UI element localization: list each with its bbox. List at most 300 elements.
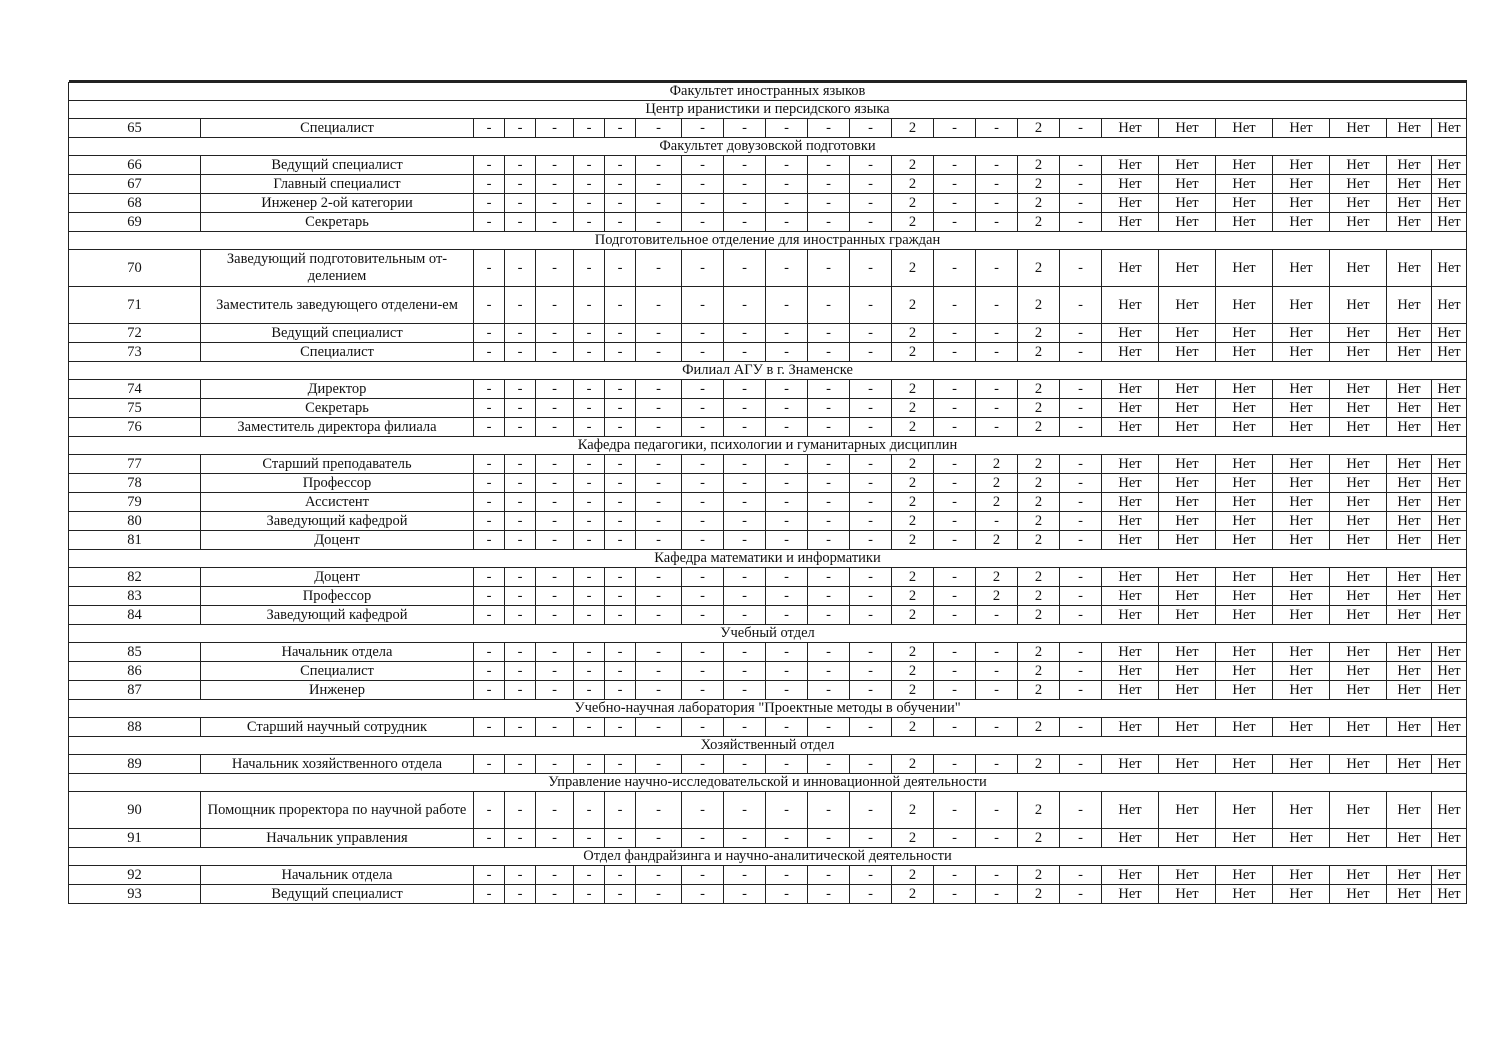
value-cell: - <box>724 250 766 287</box>
status-cell: Нет <box>1102 493 1159 512</box>
status-cell: Нет <box>1432 380 1467 399</box>
value-cell: - <box>574 792 605 829</box>
status-cell: Нет <box>1432 662 1467 681</box>
status-cell: Нет <box>1432 250 1467 287</box>
value-cell: - <box>605 213 636 232</box>
value-cell: - <box>605 455 636 474</box>
value-cell: - <box>724 175 766 194</box>
value-cell: - <box>636 755 682 774</box>
status-cell: Нет <box>1273 643 1330 662</box>
value-cell: - <box>976 718 1018 737</box>
value-cell: - <box>682 175 724 194</box>
status-cell: Нет <box>1159 885 1216 904</box>
row-number: 72 <box>69 324 201 343</box>
value-cell: - <box>605 829 636 848</box>
value-cell: - <box>724 568 766 587</box>
value-cell: - <box>1060 866 1102 885</box>
status-cell: Нет <box>1330 175 1387 194</box>
value-cell: - <box>766 194 808 213</box>
value-cell: - <box>536 119 574 138</box>
value-cell: - <box>808 885 850 904</box>
status-cell: Нет <box>1216 755 1273 774</box>
value-cell: - <box>976 512 1018 531</box>
value-cell: 2 <box>1018 643 1060 662</box>
status-cell: Нет <box>1387 287 1432 324</box>
value-cell: 2 <box>892 399 934 418</box>
status-cell: Нет <box>1387 380 1432 399</box>
status-cell: Нет <box>1216 885 1273 904</box>
section-title: Центр иранистики и персидского языка <box>69 101 1467 119</box>
row-number: 68 <box>69 194 201 213</box>
status-cell: Нет <box>1216 250 1273 287</box>
value-cell: - <box>1060 474 1102 493</box>
value-cell: - <box>636 287 682 324</box>
position-title: Заместитель заведующего отделени-ем <box>201 287 474 324</box>
value-cell: - <box>808 119 850 138</box>
value-cell: - <box>474 119 505 138</box>
value-cell: - <box>605 587 636 606</box>
value-cell: - <box>1060 493 1102 512</box>
status-cell: Нет <box>1432 829 1467 848</box>
position-title: Заместитель директора филиала <box>201 418 474 437</box>
value-cell: - <box>682 455 724 474</box>
value-cell: - <box>766 175 808 194</box>
value-cell: - <box>536 662 574 681</box>
table-row <box>69 829 1467 848</box>
value-cell: - <box>1060 587 1102 606</box>
table-row <box>69 885 1467 904</box>
status-cell: Нет <box>1432 718 1467 737</box>
value-cell: - <box>574 213 605 232</box>
value-cell: - <box>474 681 505 700</box>
status-cell: Нет <box>1330 512 1387 531</box>
position-title: Директор <box>201 380 474 399</box>
position-title: Ведущий специалист <box>201 156 474 175</box>
value-cell: - <box>724 343 766 362</box>
status-cell: Нет <box>1159 643 1216 662</box>
status-cell: Нет <box>1273 119 1330 138</box>
status-cell: Нет <box>1387 643 1432 662</box>
status-cell: Нет <box>1273 287 1330 324</box>
value-cell: - <box>682 755 724 774</box>
value-cell: - <box>934 250 976 287</box>
status-cell: Нет <box>1387 194 1432 213</box>
value-cell: - <box>934 156 976 175</box>
value-cell: - <box>474 718 505 737</box>
value-cell: - <box>1060 512 1102 531</box>
value-cell: - <box>474 755 505 774</box>
status-cell: Нет <box>1216 718 1273 737</box>
table-row <box>69 194 1467 213</box>
value-cell: - <box>808 643 850 662</box>
value-cell: - <box>505 829 536 848</box>
value-cell: - <box>636 662 682 681</box>
status-cell: Нет <box>1432 587 1467 606</box>
value-cell: - <box>636 829 682 848</box>
value-cell: - <box>505 792 536 829</box>
value-cell: 2 <box>976 493 1018 512</box>
value-cell: - <box>808 287 850 324</box>
value-cell: - <box>766 606 808 625</box>
section-header-row <box>69 550 1467 568</box>
position-title: Ведущий специалист <box>201 885 474 904</box>
status-cell: Нет <box>1330 474 1387 493</box>
value-cell: 2 <box>1018 587 1060 606</box>
value-cell: - <box>976 866 1018 885</box>
status-cell: Нет <box>1102 119 1159 138</box>
status-cell: Нет <box>1216 512 1273 531</box>
status-cell: Нет <box>1330 493 1387 512</box>
value-cell: 2 <box>1018 681 1060 700</box>
value-cell: - <box>976 829 1018 848</box>
value-cell: - <box>808 792 850 829</box>
value-cell: - <box>766 213 808 232</box>
status-cell: Нет <box>1216 343 1273 362</box>
status-cell: Нет <box>1387 885 1432 904</box>
value-cell: - <box>850 343 892 362</box>
value-cell: - <box>536 324 574 343</box>
value-cell: - <box>505 418 536 437</box>
value-cell: - <box>934 474 976 493</box>
status-cell: Нет <box>1102 643 1159 662</box>
status-cell: Нет <box>1102 399 1159 418</box>
status-cell: Нет <box>1387 175 1432 194</box>
status-cell: Нет <box>1273 493 1330 512</box>
status-cell: Нет <box>1273 455 1330 474</box>
value-cell: - <box>536 643 574 662</box>
section-title: Подготовительное отделение для иностранных граждан <box>69 232 1467 250</box>
status-cell: Нет <box>1159 175 1216 194</box>
value-cell: 2 <box>892 324 934 343</box>
value-cell: - <box>1060 287 1102 324</box>
value-cell: 2 <box>1018 418 1060 437</box>
status-cell: Нет <box>1330 643 1387 662</box>
position-title: Помощник проректора по научной работе <box>201 792 474 829</box>
status-cell: Нет <box>1216 587 1273 606</box>
value-cell: - <box>766 662 808 681</box>
value-cell: - <box>605 755 636 774</box>
status-cell: Нет <box>1159 866 1216 885</box>
value-cell: - <box>976 380 1018 399</box>
value-cell: - <box>474 324 505 343</box>
value-cell: - <box>536 474 574 493</box>
row-number: 71 <box>69 287 201 324</box>
value-cell: 2 <box>892 380 934 399</box>
value-cell: - <box>976 399 1018 418</box>
value-cell: - <box>766 119 808 138</box>
value-cell: - <box>1060 681 1102 700</box>
status-cell: Нет <box>1273 474 1330 493</box>
value-cell: - <box>934 119 976 138</box>
value-cell: - <box>605 493 636 512</box>
value-cell: - <box>934 380 976 399</box>
value-cell: - <box>474 587 505 606</box>
table-row <box>69 587 1467 606</box>
value-cell: - <box>474 531 505 550</box>
value-cell: - <box>724 718 766 737</box>
value-cell: 2 <box>976 455 1018 474</box>
row-number: 76 <box>69 418 201 437</box>
value-cell: - <box>1060 885 1102 904</box>
status-cell: Нет <box>1432 156 1467 175</box>
value-cell: - <box>808 681 850 700</box>
table-row <box>69 399 1467 418</box>
value-cell: - <box>766 399 808 418</box>
table-row <box>69 287 1467 324</box>
value-cell: - <box>850 175 892 194</box>
value-cell: - <box>850 418 892 437</box>
status-cell: Нет <box>1159 568 1216 587</box>
value-cell: - <box>1060 213 1102 232</box>
value-cell: - <box>605 418 636 437</box>
value-cell: - <box>682 568 724 587</box>
section-header-row <box>69 737 1467 755</box>
section-title: Учебно-научная лаборатория "Проектные методы в обучении" <box>69 700 1467 718</box>
value-cell: - <box>682 792 724 829</box>
status-cell: Нет <box>1273 399 1330 418</box>
value-cell: 2 <box>976 531 1018 550</box>
value-cell: 2 <box>892 829 934 848</box>
value-cell: - <box>605 175 636 194</box>
status-cell: Нет <box>1159 156 1216 175</box>
value-cell: - <box>1060 662 1102 681</box>
value-cell: - <box>536 885 574 904</box>
status-cell: Нет <box>1159 287 1216 324</box>
row-number: 79 <box>69 493 201 512</box>
value-cell: - <box>766 866 808 885</box>
value-cell: - <box>724 755 766 774</box>
status-cell: Нет <box>1432 324 1467 343</box>
value-cell: - <box>724 119 766 138</box>
value-cell: - <box>682 418 724 437</box>
position-title: Специалист <box>201 119 474 138</box>
value-cell: - <box>505 531 536 550</box>
value-cell: - <box>808 866 850 885</box>
status-cell: Нет <box>1102 474 1159 493</box>
position-title: Начальник отдела <box>201 866 474 885</box>
value-cell: 2 <box>1018 493 1060 512</box>
status-cell: Нет <box>1216 399 1273 418</box>
assessment-table <box>68 80 1467 904</box>
status-cell: Нет <box>1102 250 1159 287</box>
value-cell: - <box>636 512 682 531</box>
status-cell: Нет <box>1387 119 1432 138</box>
status-cell: Нет <box>1387 587 1432 606</box>
value-cell: - <box>724 324 766 343</box>
table-row <box>69 512 1467 531</box>
status-cell: Нет <box>1432 474 1467 493</box>
table-row <box>69 455 1467 474</box>
value-cell: - <box>574 755 605 774</box>
value-cell: - <box>934 681 976 700</box>
value-cell: - <box>574 474 605 493</box>
position-title: Начальник управления <box>201 829 474 848</box>
status-cell: Нет <box>1387 755 1432 774</box>
value-cell: - <box>605 474 636 493</box>
value-cell: - <box>766 418 808 437</box>
value-cell: - <box>766 718 808 737</box>
status-cell: Нет <box>1330 606 1387 625</box>
status-cell: Нет <box>1216 418 1273 437</box>
status-cell: Нет <box>1216 866 1273 885</box>
status-cell: Нет <box>1102 213 1159 232</box>
value-cell: - <box>474 156 505 175</box>
value-cell: - <box>682 194 724 213</box>
status-cell: Нет <box>1216 175 1273 194</box>
value-cell: - <box>934 866 976 885</box>
value-cell: - <box>474 418 505 437</box>
value-cell: - <box>505 194 536 213</box>
status-cell: Нет <box>1102 866 1159 885</box>
section-title: Управление научно-исследовательской и инновационной деятельности <box>69 774 1467 792</box>
value-cell: - <box>724 399 766 418</box>
value-cell: - <box>505 606 536 625</box>
value-cell: - <box>724 213 766 232</box>
value-cell: - <box>766 512 808 531</box>
value-cell: - <box>636 156 682 175</box>
value-cell: - <box>505 568 536 587</box>
value-cell: 2 <box>1018 380 1060 399</box>
value-cell: - <box>605 119 636 138</box>
value-cell: - <box>724 531 766 550</box>
value-cell: - <box>934 194 976 213</box>
value-cell: - <box>1060 829 1102 848</box>
value-cell: - <box>636 455 682 474</box>
position-title: Ведущий специалист <box>201 324 474 343</box>
status-cell: Нет <box>1432 531 1467 550</box>
position-title: Старший преподаватель <box>201 455 474 474</box>
value-cell: - <box>605 662 636 681</box>
value-cell: - <box>724 156 766 175</box>
value-cell: - <box>976 287 1018 324</box>
status-cell: Нет <box>1273 718 1330 737</box>
status-cell: Нет <box>1102 156 1159 175</box>
value-cell: - <box>574 531 605 550</box>
value-cell: 2 <box>892 493 934 512</box>
status-cell: Нет <box>1102 755 1159 774</box>
value-cell: 2 <box>892 531 934 550</box>
value-cell: - <box>724 287 766 324</box>
value-cell: - <box>724 380 766 399</box>
table-row <box>69 474 1467 493</box>
table-row <box>69 324 1467 343</box>
status-cell: Нет <box>1102 512 1159 531</box>
value-cell: - <box>605 324 636 343</box>
value-cell: - <box>505 662 536 681</box>
value-cell: 2 <box>1018 755 1060 774</box>
section-header-row <box>69 362 1467 380</box>
status-cell: Нет <box>1273 175 1330 194</box>
value-cell: - <box>934 755 976 774</box>
table-row <box>69 662 1467 681</box>
status-cell: Нет <box>1216 324 1273 343</box>
status-cell: Нет <box>1330 343 1387 362</box>
value-cell: - <box>850 287 892 324</box>
value-cell: 2 <box>892 175 934 194</box>
status-cell: Нет <box>1432 418 1467 437</box>
value-cell: 2 <box>1018 512 1060 531</box>
value-cell: - <box>574 643 605 662</box>
table-row <box>69 213 1467 232</box>
status-cell: Нет <box>1102 662 1159 681</box>
value-cell: - <box>850 606 892 625</box>
value-cell: 2 <box>892 681 934 700</box>
value-cell: - <box>724 662 766 681</box>
value-cell: - <box>505 213 536 232</box>
value-cell: - <box>474 287 505 324</box>
value-cell: 2 <box>892 662 934 681</box>
status-cell: Нет <box>1387 474 1432 493</box>
position-title: Заведующий кафедрой <box>201 512 474 531</box>
value-cell: - <box>574 250 605 287</box>
value-cell: - <box>505 380 536 399</box>
position-title: Доцент <box>201 568 474 587</box>
value-cell: - <box>850 455 892 474</box>
value-cell: - <box>636 493 682 512</box>
value-cell: - <box>850 587 892 606</box>
status-cell: Нет <box>1330 119 1387 138</box>
value-cell: 2 <box>892 213 934 232</box>
value-cell: - <box>536 156 574 175</box>
value-cell: - <box>605 885 636 904</box>
status-cell: Нет <box>1102 175 1159 194</box>
table-row <box>69 493 1467 512</box>
value-cell: - <box>934 175 976 194</box>
row-number: 80 <box>69 512 201 531</box>
value-cell: - <box>1060 568 1102 587</box>
value-cell: - <box>605 568 636 587</box>
row-number: 84 <box>69 606 201 625</box>
status-cell: Нет <box>1273 512 1330 531</box>
value-cell: - <box>574 512 605 531</box>
value-cell: - <box>934 531 976 550</box>
value-cell: - <box>682 493 724 512</box>
status-cell: Нет <box>1330 418 1387 437</box>
section-header-row <box>69 83 1467 101</box>
status-cell: Нет <box>1432 175 1467 194</box>
value-cell: - <box>766 287 808 324</box>
value-cell: - <box>474 606 505 625</box>
value-cell: - <box>636 194 682 213</box>
section-header-row <box>69 101 1467 119</box>
position-title: Ассистент <box>201 493 474 512</box>
value-cell: - <box>505 250 536 287</box>
value-cell: - <box>536 493 574 512</box>
value-cell: 2 <box>1018 343 1060 362</box>
value-cell: - <box>536 418 574 437</box>
status-cell: Нет <box>1273 606 1330 625</box>
value-cell: 2 <box>892 194 934 213</box>
value-cell: 2 <box>1018 662 1060 681</box>
value-cell: - <box>976 643 1018 662</box>
value-cell: - <box>766 755 808 774</box>
value-cell: - <box>682 643 724 662</box>
value-cell: - <box>724 455 766 474</box>
value-cell: 2 <box>1018 792 1060 829</box>
value-cell: - <box>505 455 536 474</box>
status-cell: Нет <box>1387 829 1432 848</box>
value-cell: - <box>1060 792 1102 829</box>
value-cell: - <box>574 681 605 700</box>
status-cell: Нет <box>1273 380 1330 399</box>
value-cell: - <box>636 681 682 700</box>
value-cell: - <box>976 119 1018 138</box>
value-cell: 2 <box>1018 175 1060 194</box>
value-cell: - <box>724 194 766 213</box>
value-cell: - <box>605 718 636 737</box>
status-cell: Нет <box>1387 512 1432 531</box>
value-cell: - <box>724 418 766 437</box>
